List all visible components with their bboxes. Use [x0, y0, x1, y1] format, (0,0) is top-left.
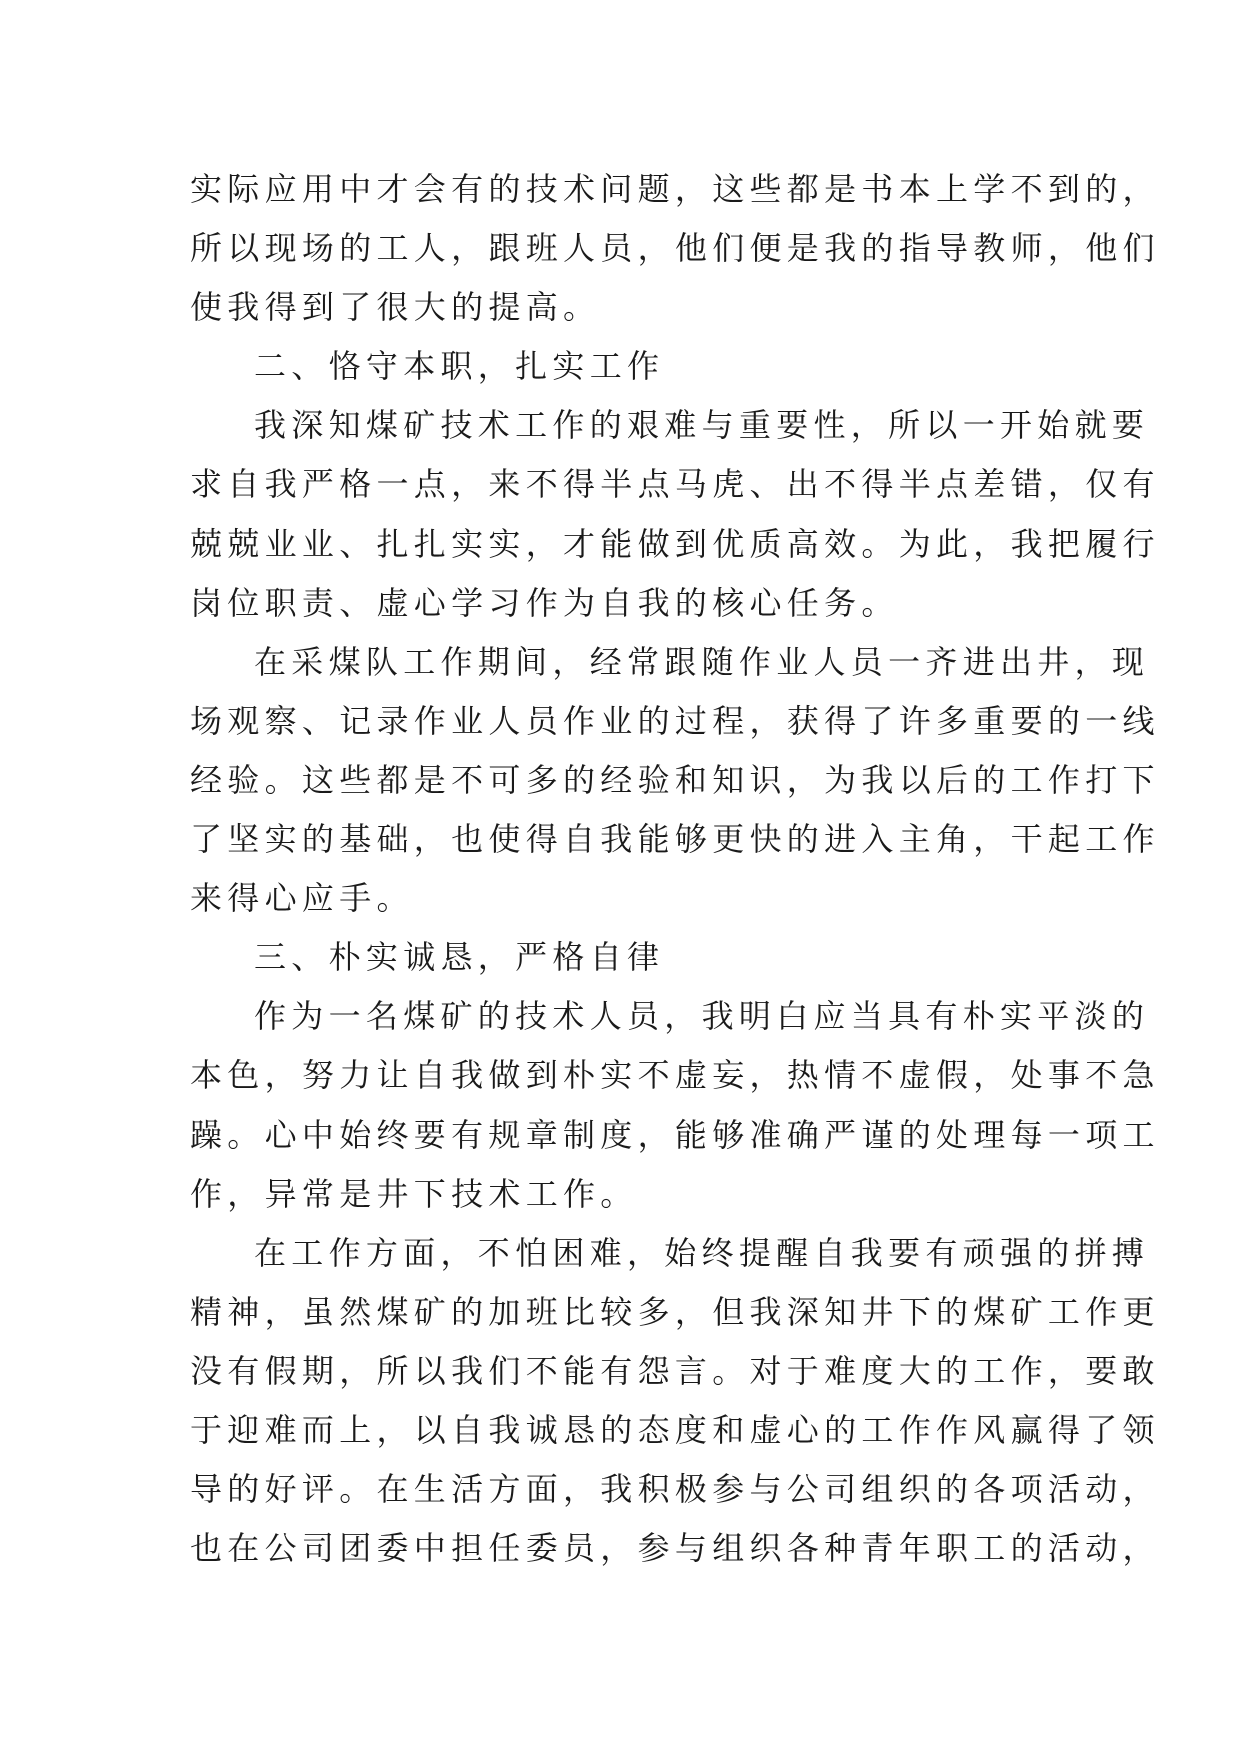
text-line: 躁。心中始终要有规章制度，能够准确严谨的处理每一项工: [190, 1115, 1160, 1154]
paragraph-first-line: 在采煤队工作期间，经常跟随作业人员一齐进出井，现: [254, 642, 1150, 681]
text-line: 兢兢业业、扎扎实实，才能做到优质高效。为此，我把履行: [190, 524, 1160, 563]
text-line: 也在公司团委中担任委员，参与组织各种青年职工的活动，: [190, 1529, 1160, 1568]
text-line: 作，异常是井下技术工作。: [190, 1174, 638, 1213]
text-line: 经验。这些都是不可多的经验和知识，为我以后的工作打下: [190, 760, 1160, 799]
section-heading: 二、恪守本职，扎实工作: [254, 347, 665, 386]
text-line: 来得心应手。: [190, 879, 414, 918]
text-line: 导的好评。在生活方面，我积极参与公司组织的各项活动，: [190, 1470, 1160, 1509]
text-line: 所以现场的工人，跟班人员，他们便是我的指导教师，他们: [190, 229, 1160, 268]
text-line: 场观察、记录作业人员作业的过程，获得了许多重要的一线: [190, 701, 1160, 740]
document-body: [190, 160, 1160, 1578]
text-line: 本色，努力让自我做到朴实不虚妄，热情不虚假，处事不急: [190, 1056, 1160, 1095]
text-line: 岗位职责、虚心学习作为自我的核心任务。: [190, 583, 899, 622]
paragraph-first-line: 在工作方面，不怕困难，始终提醒自我要有顽强的拼搏: [254, 1233, 1150, 1272]
text-line: 实际应用中才会有的技术问题，这些都是书本上学不到的，: [190, 170, 1160, 208]
text-line: 求自我严格一点，来不得半点马虎、出不得半点差错，仅有: [190, 465, 1160, 504]
text-line: 使我得到了很大的提高。: [190, 288, 601, 327]
paragraph-first-line: 我深知煤矿技术工作的艰难与重要性，所以一开始就要: [254, 406, 1150, 445]
text-line: 了坚实的基础，也使得自我能够更快的进入主角，干起工作: [190, 820, 1160, 859]
text-line: 没有假期，所以我们不能有怨言。对于难度大的工作，要敢: [190, 1351, 1160, 1390]
text-line: 精神，虽然煤矿的加班比较多，但我深知井下的煤矿工作更: [190, 1292, 1160, 1331]
paragraph-first-line: 作为一名煤矿的技术人员，我明白应当具有朴实平淡的: [254, 997, 1150, 1036]
text-line: 于迎难而上，以自我诚恳的态度和虚心的工作作风赢得了领: [190, 1410, 1160, 1449]
section-heading: 三、朴实诚恳，严格自律: [254, 938, 665, 977]
